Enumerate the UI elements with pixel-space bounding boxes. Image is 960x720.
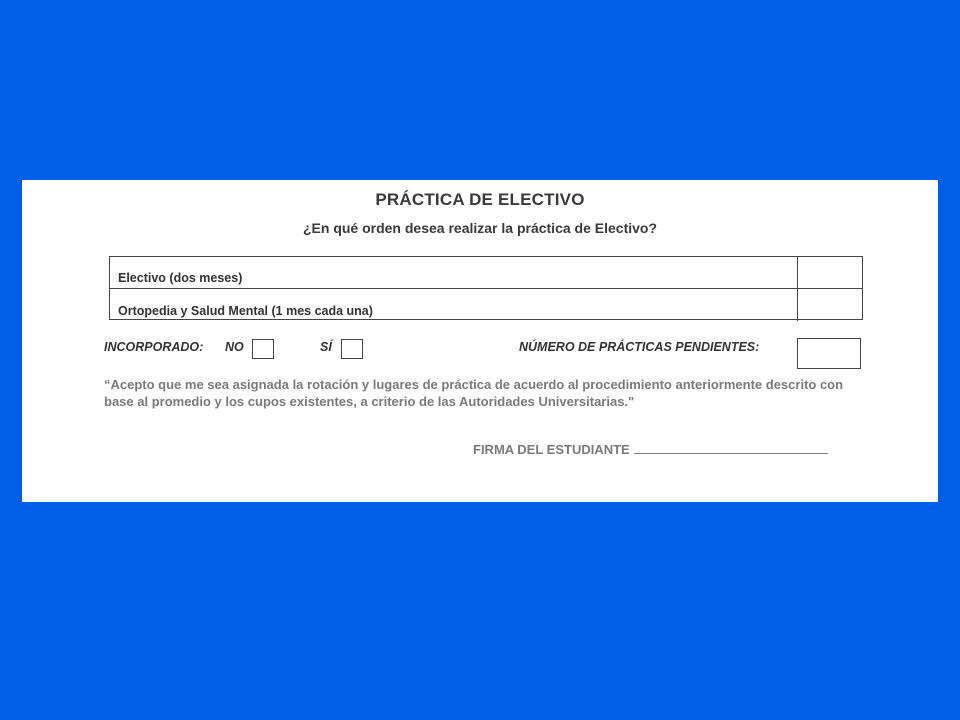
si-checkbox[interactable] [341,339,363,359]
order-cell-ortopedia[interactable] [797,289,863,321]
form-title: PRÁCTICA DE ELECTIVO [375,190,585,209]
signature-label: FIRMA DEL ESTUDIANTE [473,442,630,457]
form-panel [22,180,938,502]
option-row-electivo [110,257,862,289]
option-label-ortopedia: Ortopedia y Salud Mental (1 mes cada una) [118,304,373,318]
form-question: ¿En qué orden desea realizar la práctica de Electivo? [302,220,658,236]
pendientes-label: NÚMERO DE PRÁCTICAS PENDIENTES: [519,340,760,354]
no-label: NO [225,340,244,354]
pendientes-field[interactable] [797,338,861,369]
signature-row [473,442,828,457]
signature-line[interactable] [634,443,828,454]
option-label-electivo: Electivo (dos meses) [118,271,243,285]
option-row-ortopedia [110,289,862,321]
si-label: SÍ [320,340,332,354]
consent-text: “Acepto que me sea asignada la rotación y lugares de práctica de acuerdo al procedimiento anteriormente descrito con base al promedio y los cupos existentes, a criterio de las Autoridades Universitarias." [104,377,844,409]
incorporado-label: INCORPORADO: [104,340,204,354]
no-checkbox[interactable] [252,339,274,359]
options-table [109,256,863,320]
order-cell-electivo[interactable] [797,257,863,288]
